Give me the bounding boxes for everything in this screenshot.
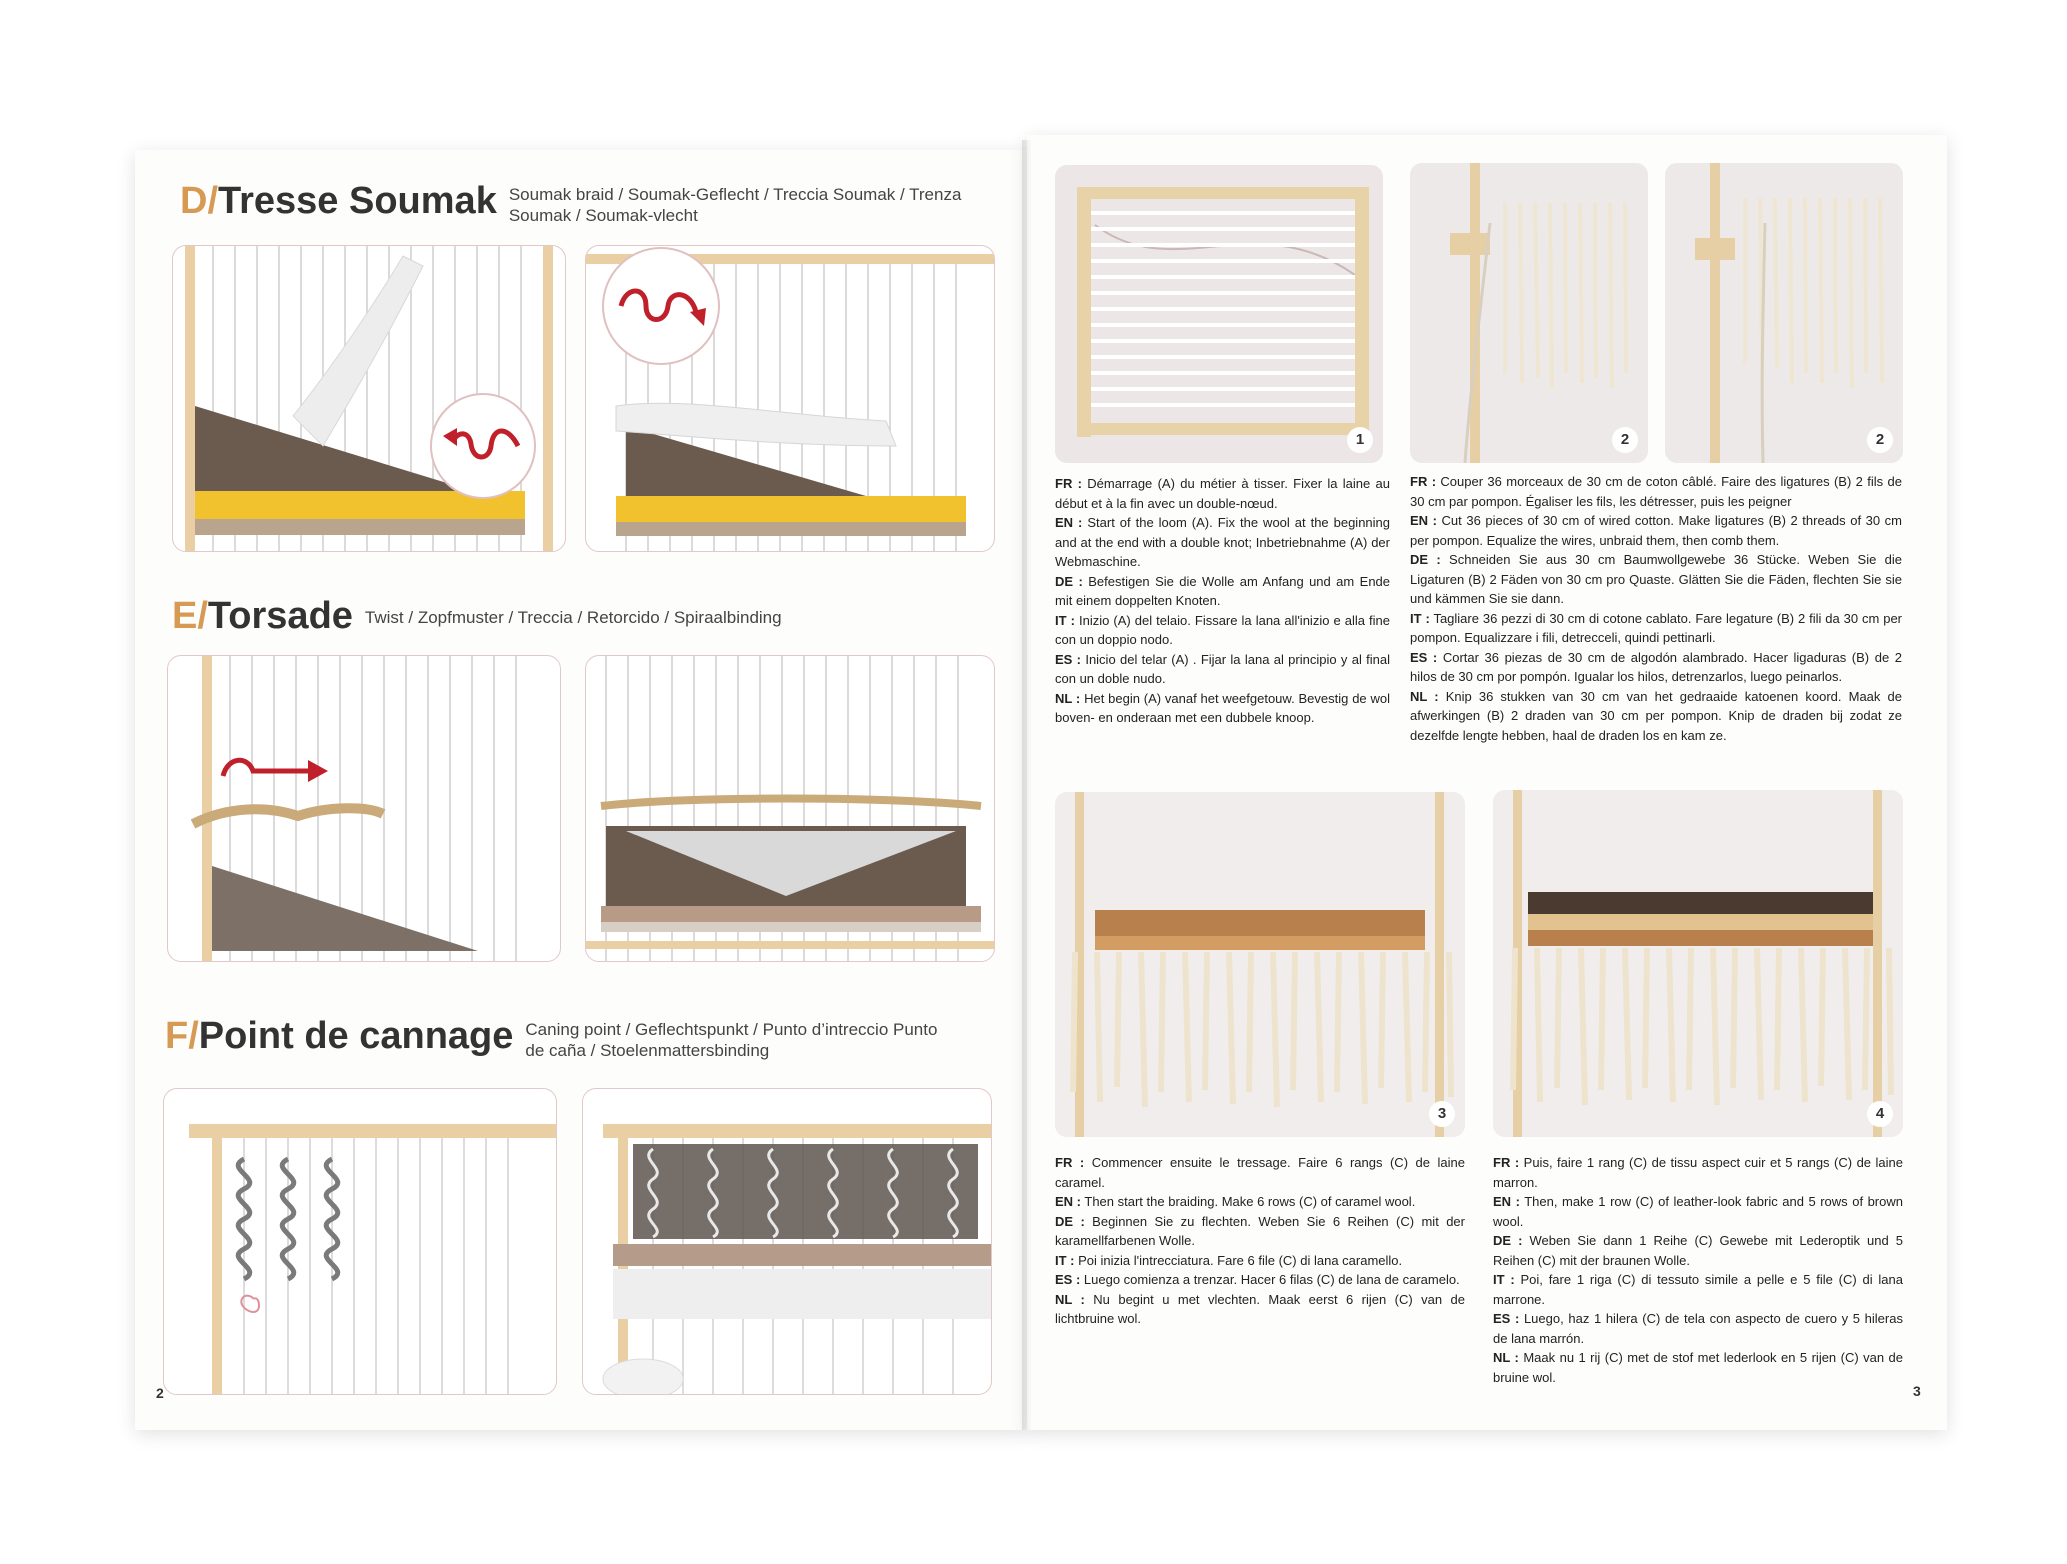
book-spine — [1022, 140, 1032, 1430]
step2-es: ES : Cortar 36 piezas de 30 cm de algodón alambrado. Hacer ligaduras (B) de 2 hilos de 30 cm por pompón. Igualar los hilos, detrenzarlos, luego peinarlos. — [1410, 649, 1902, 684]
section-f-translations: Caning point / Geflechtspunkt / Punto d’intreccio Punto de caña / Stoelenmattersbinding — [525, 1020, 938, 1060]
caning-illustration-2 — [582, 1088, 992, 1395]
step4-it: IT : Poi, fare 1 riga (C) di tessuto simile a pelle e 5 file (C) di lana marrone. — [1493, 1272, 1903, 1307]
section-f-title: Point de cannage — [198, 1015, 514, 1057]
section-e-heading — [172, 595, 865, 638]
section-d-translations: Soumak braid / Soumak-Geflecht / Treccia Soumak / Trenza Soumak / Soumak-vlecht — [508, 185, 962, 225]
photo-step-2a — [1410, 163, 1648, 463]
section-f-heading — [165, 1015, 955, 1061]
step3-de: DE : Beginnen Sie zu flechten. Weben Sie 6 Reihen (C) mit der karamellfarbenen Wolle. — [1055, 1213, 1465, 1248]
step3-instructions — [1055, 1153, 1465, 1329]
step3-fr: FR : Commencer ensuite le tressage. Faire 6 rangs (C) de laine caramel. — [1055, 1155, 1465, 1190]
step1-it: IT : Inizio (A) del telaio. Fissare la lana all'inizio e alla fine con un doppio nodo. — [1055, 612, 1390, 647]
step1-nl: NL : Het begin (A) vanaf het weefgetouw. Bevestig de wol boven- en onderaan met een dubbele knoop. — [1055, 690, 1390, 725]
twist-illustration-2 — [585, 655, 995, 962]
section-d-title: Tresse Soumak — [218, 180, 497, 222]
soumak-illustration-1 — [172, 245, 566, 552]
step3-nl: NL : Nu begint u met vlechten. Maak eerst 6 rijen (C) van de lichtbruine wol. — [1055, 1291, 1465, 1326]
step4-instructions — [1493, 1153, 1903, 1387]
photo-number-1: 1 — [1347, 427, 1373, 453]
caning-illustration-1 — [163, 1088, 557, 1395]
step2-de: DE : Schneiden Sie aus 30 cm Baumwollgewebe 36 Stücke. Weben Sie die Ligaturen (B) 2 Fäden von 30 cm pro Quaste. Glätten Sie die Fäden, flechten Sie sie und kämmen Sie sie dann. — [1410, 552, 1902, 606]
photo-number-4: 4 — [1867, 1101, 1893, 1127]
photo-step-1 — [1055, 165, 1383, 463]
left-page-number: 2 — [156, 1385, 164, 1401]
section-e-translations: Twist / Zopfmuster / Treccia / Retorcido / Spiraalbinding — [364, 608, 782, 627]
step1-de: DE : Befestigen Sie die Wolle am Anfang und am Ende mit einem doppelten Knoten. — [1055, 573, 1391, 608]
step4-es: ES : Luego, haz 1 hilera (C) de tela con aspecto de cuero y 5 hileras de lana marrón. — [1493, 1311, 1903, 1346]
photo-step-2b — [1665, 163, 1903, 463]
right-page-number: 3 — [1913, 1383, 1921, 1399]
step2-it: IT : Tagliare 36 pezzi di 30 cm di cotone cablato. Fare legature (B) 2 fili da 30 cm per pompon. Equalizzare i fili, detrecceli, quindi pettinarli. — [1410, 610, 1902, 645]
step2-fr: FR : Couper 36 morceaux de 30 cm de coton câblé. Faire des ligatures (B) 2 fils de 30 cm par pompon. Égaliser les fils, les détresser, puis les peigner — [1410, 474, 1902, 509]
section-d-letter: D/ — [180, 180, 218, 222]
section-e-title: Torsade — [207, 595, 353, 637]
step4-fr: FR : Puis, faire 1 rang (C) de tissu aspect cuir et 5 rangs (C) de laine marron. — [1493, 1155, 1903, 1190]
step4-en: EN : Then, make 1 row (C) of leather-look fabric and 5 rows of brown wool. — [1493, 1194, 1903, 1229]
step1-instructions — [1055, 474, 1390, 728]
step4-de: DE : Weben Sie dann 1 Reihe (C) Gewebe mit Lederoptik und 5 Reihen (C) mit der braunen Wolle. — [1493, 1233, 1903, 1268]
section-d-heading — [180, 180, 1009, 226]
section-e-letter: E/ — [172, 595, 208, 637]
photo-number-2a: 2 — [1612, 427, 1638, 453]
step3-en: EN : Then start the braiding. Make 6 rows (C) of caramel wool. — [1055, 1194, 1416, 1209]
step1-es: ES : Inicio del telar (A) . Fijar la lana al principio y al final con un doble nudo. — [1055, 651, 1390, 686]
section-f-letter: F/ — [165, 1015, 199, 1057]
step4-nl: NL : Maak nu 1 rij (C) met de stof met lederlook en 5 rijen (C) van de bruine wol. — [1493, 1350, 1903, 1385]
step2-nl: NL : Knip 36 stukken van 30 cm van het gedraaide katoenen koord. Maak de afwerkingen (B) 2 draden van 30 cm per pompon. Knip de draden bij zodat ze dezelfde lengte hebben, haal de draden los en kam ze. — [1410, 688, 1902, 743]
photo-step-3 — [1055, 792, 1465, 1137]
step3-it: IT : Poi inizia l'intrecciatura. Fare 6 file (C) di lana caramello. — [1055, 1252, 1403, 1268]
twist-illustration-1 — [167, 655, 561, 962]
photo-number-3: 3 — [1429, 1101, 1455, 1127]
step2-instructions — [1410, 472, 1902, 745]
step1-en: EN : Start of the loom (A). Fix the wool at the beginning and at the end with a double knot; Inbetriebnahme (A) der Webmaschine. — [1055, 515, 1391, 569]
step2-en: EN : Cut 36 pieces of 30 cm of wired cotton. Make ligatures (B) 2 threads of 30 cm per pompon. Equalize the wires, unbraid them, then comb them. — [1410, 513, 1902, 548]
photo-number-2b: 2 — [1867, 427, 1893, 453]
soumak-illustration-2 — [585, 245, 995, 552]
step3-es: ES : Luego comienza a trenzar. Hacer 6 filas (C) de lana de caramelo. — [1055, 1272, 1460, 1287]
photo-step-4 — [1493, 790, 1903, 1137]
step1-fr: FR : Démarrage (A) du métier à tisser. Fixer la laine au début et à la fin avec un double-nœud. — [1055, 476, 1390, 511]
